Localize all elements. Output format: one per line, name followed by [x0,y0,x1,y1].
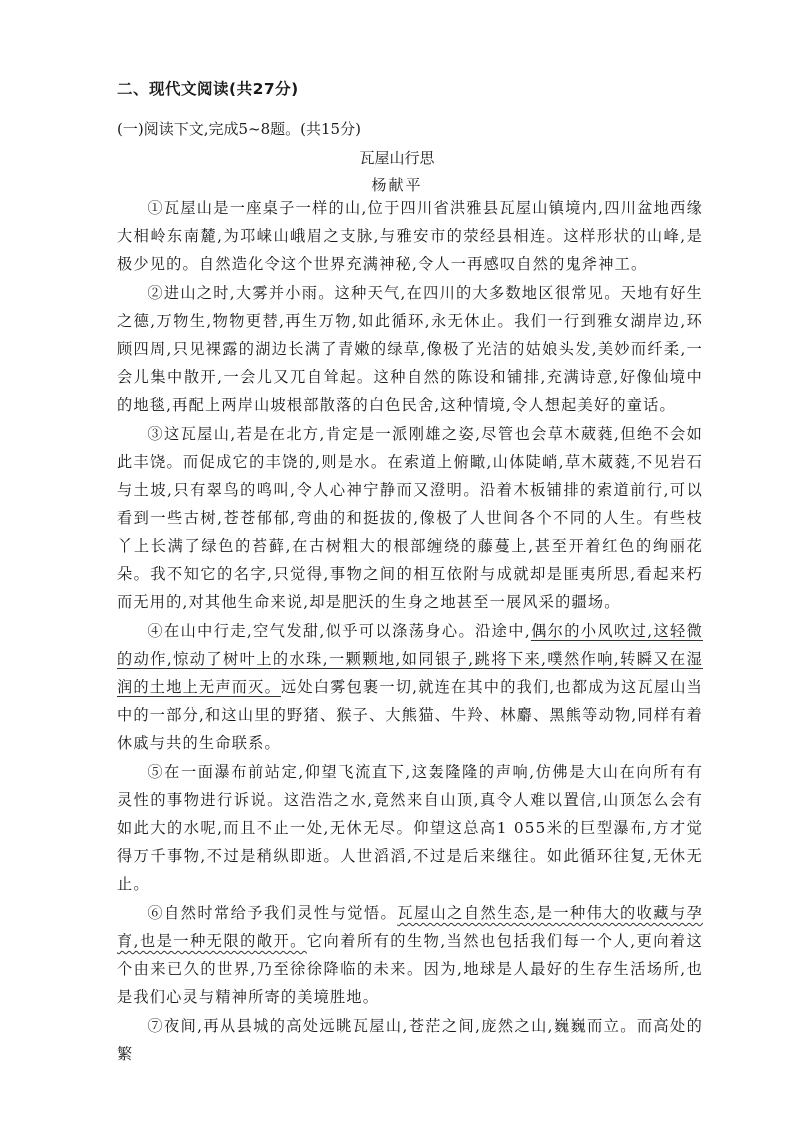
paragraph-3: ③这瓦屋山,若是在北方,肯定是一派刚雄之姿,尽管也会草木葳蕤,但绝不会如此丰饶。而促成它的丰饶的,则是水。在索道上俯瞰,山体陡峭,草木葳蕤,不见岩石与土坡,只有翠鸟的鸣叫,令人心神宁静而又澄明。沿着木板铺排的索道前行,可以看到一些古树,苍苍郁郁,弯曲的和挺拔的,像极了人世间各个不同的人生。有些枝丫上长满了绿色的苔藓,在古树粗大的根部缠绕的藤蔓上,甚至开着红色的绚丽花朵。我不知它的名字,只觉得,事物之间的相互依附与成就却是匪夷所思,看起来朽而无用的,对其他生命来说,却是肥沃的生身之地甚至一展风采的疆场。 [117,425,703,611]
paragraph-2: ②进山之时,大雾并小雨。这种天气,在四川的大多数地区很常见。天地有好生之德,万物生,物物更替,再生万物,如此循环,永无休止。我们一行到雅女湖岸边,环顾四周,只见裸露的湖边长满了青嫩的绿草,像极了光洁的姑娘头发,美妙而纤柔,一会儿集中散开,一会儿又兀自耸起。这种自然的陈设和铺排,充满诗意,好像仙境中的地毯,再配上两岸山坡根部散落的白色民舍,这种情境,令人想起美好的童话。 [117,284,703,414]
paragraph-7-partial: ⑦夜间,再从县城的高处远眺瓦屋山,苍茫之间,庞然之山,巍巍而立。而高处的繁 [117,1017,703,1063]
article-body [117,194,704,1063]
paragraph-4 [117,617,703,757]
paragraph-4-lead: ④在山中行走,空气发甜,似乎可以涤荡身心。沿途中, [147,622,531,640]
paragraph-1: ①瓦屋山是一座桌子一样的山,位于四川省洪雅县瓦屋山镇境内,四川盆地西缘大相岭东南麓,为邛崃山峨眉之支脉,与雅安市的荥经县相连。这样形状的山峰,是极少见的。自然造化令这个世界充满神秘,令人一再感叹自然的鬼斧神工。 [117,199,703,273]
paragraph-4-tail: 远处白雾包裹一切,就连在其中的我们,也都成为这瓦屋山当中的一部分,和这山里的野猪、猴子、大熊猫、牛羚、林麝、黑熊等动物,同样有着休戚与共的生命联系。 [117,678,703,752]
article-title: 瓦屋山行思 [359,149,435,167]
underlined-sentence: 偶尔的小风吹过,这轻微的动作,惊动了树叶上的水珠,一颗颗地,如同银子,跳将下来,噗然作响,转瞬又在湿润的土地上无声而灭。 [117,622,704,696]
paragraph-6-lead: ⑥自然时常给予我们灵性与觉悟。 [147,904,398,922]
paragraph-6 [117,899,703,1011]
paragraph-5: ⑤在一面瀑布前站定,仰望飞流直下,这轰隆隆的声响,仿佛是大山在向所有有灵性的事物进行诉说。这浩浩之水,竟然来自山顶,真令人难以置信,山顶怎么会有如此大的水呢,而且不止一处,无休无尽。仰望这总高1 055米的巨型瀑布,方才觉得万千事物,不过是稍纵即逝。人世滔滔,不过是后来继往。如此循环往复,无休无止。 [117,763,703,893]
paragraph-6-tail: 它向着所有的生物,当然也包括我们每一个人,更向着这个由来已久的世界,乃至徐徐降临的未来。因为,地球是人最好的生存生活场所,也是我们心灵与精神所寄的美境胜地。 [117,932,703,1006]
section-title: 二、现代文阅读(共27分) [117,80,299,98]
section-subtitle: (一)阅读下文,完成5~8题。(共15分) [117,120,361,138]
article-author: 杨献平 [371,176,423,194]
wavy-underlined-sentence: 瓦屋山之自然生态,是一种伟大的收藏与孕育,也是一种无限的敞开。 [117,904,703,950]
